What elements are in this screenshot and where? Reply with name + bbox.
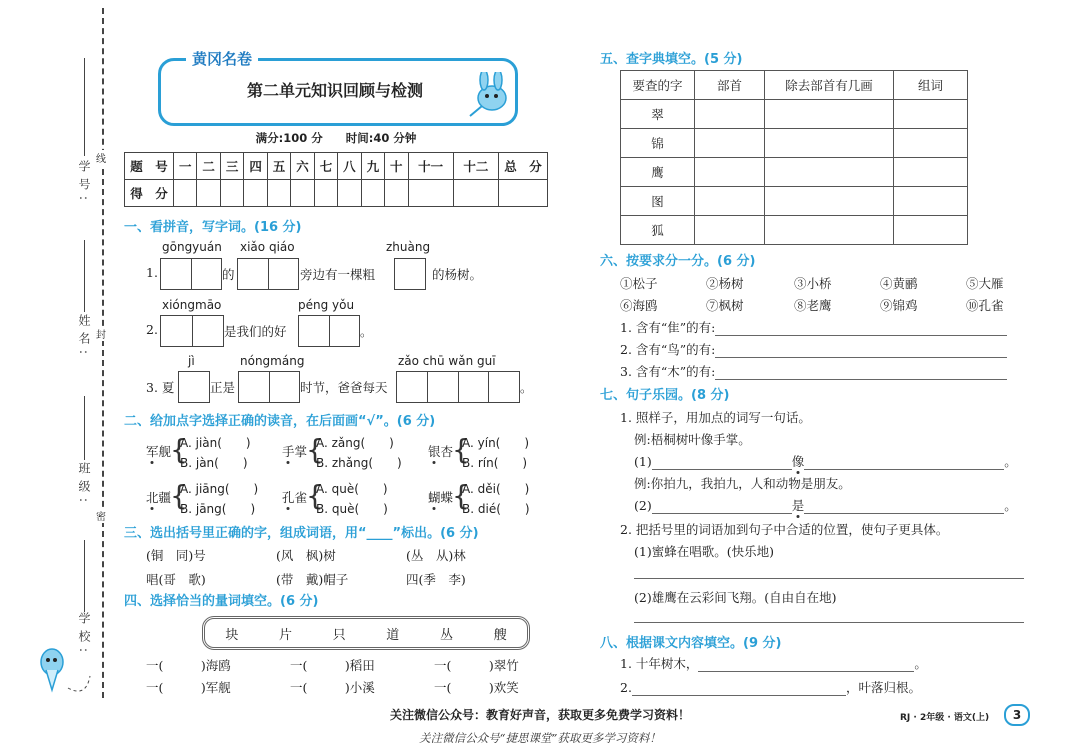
section-1-title: 一、看拼音，写字词。(16 分) xyxy=(124,220,302,235)
dictionary-answer-cell[interactable] xyxy=(764,100,893,129)
measure-word-box xyxy=(202,616,530,650)
answer-grid[interactable] xyxy=(396,371,520,403)
dictionary-answer-cell[interactable] xyxy=(764,216,893,245)
dotted-word: 像 xyxy=(791,454,805,469)
dictionary-answer-cell[interactable] xyxy=(764,158,893,187)
class-line xyxy=(84,396,85,460)
dictionary-char: 锦 xyxy=(621,129,695,158)
section-4-title: 四、选择恰当的量词填空。(6 分) xyxy=(124,594,319,609)
section-6-title: 六、按要求分一分。(6 分) xyxy=(600,254,756,269)
dictionary-answer-cell[interactable] xyxy=(694,187,764,216)
brace-icon: { xyxy=(170,433,188,466)
class-label: 班级: xyxy=(77,462,91,509)
section-8-title: 八、根据课文内容填空。(9 分) xyxy=(600,636,782,651)
seal-xian: 线 xyxy=(96,150,106,165)
dictionary-answer-cell[interactable] xyxy=(764,129,893,158)
pinyin: xiǎo qiáo xyxy=(240,240,295,254)
sentence-answer xyxy=(634,496,1017,514)
number-line xyxy=(84,58,85,156)
dotted-char: 蝴 xyxy=(428,490,441,505)
dictionary-answer-cell[interactable] xyxy=(694,100,764,129)
answer-line[interactable] xyxy=(652,499,792,514)
answer-grid[interactable] xyxy=(394,258,426,290)
measure-word: 片 xyxy=(278,627,292,643)
question-text: (1)蜜蜂在唱歌。(快乐地) xyxy=(634,544,774,559)
dictionary-row xyxy=(621,158,968,187)
dotted-word: 是 xyxy=(791,498,805,513)
word-choice-item[interactable]: 四(季 李) xyxy=(406,572,466,587)
pencil-mascot-icon xyxy=(38,640,98,698)
measure-fill-item[interactable]: 一( )稻田 xyxy=(290,658,375,673)
brace-icon: { xyxy=(170,479,188,512)
word-char: 雀 xyxy=(294,490,308,505)
measure-word: 艘 xyxy=(493,627,507,643)
dictionary-header-cell: 要查的字 xyxy=(621,71,695,100)
option-a[interactable]: A. jiāng( ) xyxy=(180,482,259,496)
question-text: 的杨树。 xyxy=(432,267,483,282)
dictionary-answer-cell[interactable] xyxy=(694,129,764,158)
question-text: 旁边有一棵粗 xyxy=(300,267,376,282)
score-cell[interactable] xyxy=(267,180,290,207)
dictionary-header-row xyxy=(621,71,968,100)
score-header-cell: 五 xyxy=(267,153,290,180)
option-b[interactable]: B. què( ) xyxy=(316,502,388,516)
school-label: 学校: xyxy=(77,612,91,659)
score-row xyxy=(125,180,548,207)
classify-label: 1. 含有“隹”的有: xyxy=(620,320,716,335)
answer-line[interactable] xyxy=(634,578,1024,579)
pinyin: zǎo chū wǎn guī xyxy=(398,354,496,368)
measure-fill-item[interactable]: 一( )小溪 xyxy=(290,680,375,695)
question-text: 。 xyxy=(360,324,373,339)
measure-fill-item[interactable]: 一( )海鸥 xyxy=(146,658,231,673)
word-char: 杏 xyxy=(440,444,454,459)
classify-item: ④黄鹂 xyxy=(880,276,918,291)
word-char: 掌 xyxy=(294,444,308,459)
fill-question xyxy=(620,654,927,672)
classify-label: 3. 含有“木”的有: xyxy=(620,364,716,379)
dotted-char: 银 xyxy=(428,444,441,459)
dotted-char: 军 xyxy=(146,444,159,459)
measure-word: 只 xyxy=(332,627,346,643)
section-3-title: 三、选出括号里正确的字，组成词语，用“____”标出。(6 分) xyxy=(124,526,479,541)
dictionary-char: 图 xyxy=(621,187,695,216)
question-text: 2. xyxy=(620,680,632,695)
score-header-cell: 十 xyxy=(385,153,408,180)
classify-question xyxy=(620,362,1007,380)
dictionary-row xyxy=(621,216,968,245)
question-text: 1. 十年树木， xyxy=(620,656,699,671)
classify-item: ⑥海鸥 xyxy=(620,298,658,313)
brace-icon: { xyxy=(306,433,324,466)
option-b[interactable]: B. rín( ) xyxy=(462,456,528,470)
page-number: 3 xyxy=(1004,704,1030,726)
word-char: 疆 xyxy=(158,490,172,505)
score-header-cell: 七 xyxy=(314,153,337,180)
footer-notice: 关注微信公众号：教育好声音，获取更多免费学习资料！ xyxy=(389,708,690,722)
seal-mi: 密 xyxy=(96,508,106,523)
question-text: 。 xyxy=(520,380,533,395)
q-number: 3. 夏 xyxy=(146,380,175,395)
option-b[interactable]: B. zhǎng( ) xyxy=(316,456,402,470)
score-cell[interactable] xyxy=(499,180,548,207)
word-choice-item[interactable]: (丛 从)林 xyxy=(406,548,466,563)
dictionary-answer-cell[interactable] xyxy=(894,158,968,187)
answer-line[interactable] xyxy=(632,681,846,696)
answer-grid[interactable] xyxy=(160,258,222,290)
footer-watermark: 关注微信公众号“捷思课堂”获取更多学习资料！ xyxy=(419,731,661,745)
brace-icon: { xyxy=(452,479,470,512)
score-cell[interactable] xyxy=(174,180,197,207)
score-header-cell: 十一 xyxy=(408,153,453,180)
score-cell[interactable] xyxy=(338,180,361,207)
option-a[interactable]: A. jiàn( ) xyxy=(180,436,251,450)
section-7-title: 七、句子乐园。(8 分) xyxy=(600,388,730,403)
score-header-cell: 三 xyxy=(220,153,243,180)
reading-choice xyxy=(146,478,276,518)
score-header-row xyxy=(125,153,548,180)
option-a[interactable]: A. zǎng( ) xyxy=(316,436,394,450)
dictionary-char: 翠 xyxy=(621,100,695,129)
pinyin: nóngmáng xyxy=(240,354,305,368)
classify-item: ③小桥 xyxy=(794,276,832,291)
score-header-cell: 六 xyxy=(291,153,314,180)
dictionary-header-cell: 部首 xyxy=(694,71,764,100)
answer-line[interactable] xyxy=(715,343,1007,358)
pinyin: jì xyxy=(188,354,195,368)
answer-number: (1) xyxy=(634,454,652,469)
choice-word xyxy=(428,442,453,460)
footer-info: RJ · 2年级 · 语文(上) xyxy=(900,713,990,723)
dotted-char: 孔 xyxy=(282,490,295,505)
seal-feng: 封 xyxy=(96,326,106,341)
dictionary-answer-cell[interactable] xyxy=(894,187,968,216)
classify-item: ②杨树 xyxy=(706,276,744,291)
answer-line[interactable] xyxy=(698,657,914,672)
sentence-answer xyxy=(634,452,1017,470)
pinyin: xióngmāo xyxy=(162,298,222,312)
score-header-cell: 八 xyxy=(338,153,361,180)
word-char: 舰 xyxy=(158,444,172,459)
dictionary-row xyxy=(621,187,968,216)
dictionary-answer-cell[interactable] xyxy=(894,129,968,158)
period-text: 。 xyxy=(1004,498,1017,513)
period-text: 。 xyxy=(914,656,927,671)
answer-grid[interactable] xyxy=(298,315,360,347)
option-a[interactable]: A. què( ) xyxy=(316,482,388,496)
q-number: 2. xyxy=(146,322,158,337)
measure-word: 道 xyxy=(386,627,400,643)
cut-dashed-line xyxy=(102,8,104,698)
brace-icon: { xyxy=(306,479,324,512)
classify-item: ⑨锦鸡 xyxy=(880,298,918,313)
score-cell[interactable] xyxy=(220,180,243,207)
pinyin: péng yǒu xyxy=(298,298,355,312)
word-char: 蝶 xyxy=(440,490,454,505)
dotted-char: 北 xyxy=(146,490,159,505)
dictionary-answer-cell[interactable] xyxy=(694,216,764,245)
name-label: 姓名: xyxy=(77,314,91,361)
answer-grid[interactable] xyxy=(237,258,299,290)
dictionary-row xyxy=(621,129,968,158)
classify-item: ⑧老鹰 xyxy=(794,298,832,313)
classify-label: 2. 含有“鸟”的有: xyxy=(620,342,716,357)
page-title: 第二单元知识回顾与检测 xyxy=(246,81,423,100)
choice-word xyxy=(282,442,307,460)
answer-grid[interactable] xyxy=(238,371,300,403)
classify-question xyxy=(620,340,1007,358)
reading-choice xyxy=(428,432,558,472)
dictionary-answer-cell[interactable] xyxy=(894,216,968,245)
question-text: 的 xyxy=(222,267,235,282)
measure-fill-item[interactable]: 一( )欢笑 xyxy=(434,680,519,695)
score-cell[interactable] xyxy=(453,180,498,207)
rabbit-mascot-icon xyxy=(462,72,514,120)
answer-grid[interactable] xyxy=(160,315,224,347)
answer-line[interactable] xyxy=(652,455,792,470)
brand-text: 黄冈名卷 xyxy=(192,50,253,68)
choice-word xyxy=(146,442,171,460)
section-5-title: 五、查字典填空。(5 分) xyxy=(600,52,743,67)
classify-item: ⑦枫树 xyxy=(706,298,744,313)
answer-line[interactable] xyxy=(715,365,1007,380)
score-header-cell: 九 xyxy=(361,153,384,180)
school-line xyxy=(84,540,85,612)
score-cell[interactable] xyxy=(244,180,267,207)
score-cell[interactable] xyxy=(314,180,337,207)
option-b[interactable]: B. jàn( ) xyxy=(180,456,248,470)
dictionary-char: 鹰 xyxy=(621,158,695,187)
section-2-title: 二、给加点字选择正确的读音，在后面画“√”。(6 分) xyxy=(124,414,436,429)
dictionary-answer-cell[interactable] xyxy=(764,187,893,216)
score-header-cell: 一 xyxy=(174,153,197,180)
example-text: 例:梧桐树叶像手掌。 xyxy=(634,432,751,447)
measure-word: 块 xyxy=(225,627,239,643)
choice-word xyxy=(282,488,307,506)
reading-choice xyxy=(428,478,558,518)
score-header-cell: 题 号 xyxy=(125,153,174,180)
option-b[interactable]: B. jāng( ) xyxy=(180,502,256,516)
score-row-label: 得 分 xyxy=(125,180,174,207)
dictionary-answer-cell[interactable] xyxy=(694,158,764,187)
classify-question xyxy=(620,318,1007,336)
score-cell[interactable] xyxy=(197,180,220,207)
pinyin: zhuàng xyxy=(386,240,431,254)
number-label: 学号: xyxy=(77,160,91,207)
answer-line[interactable] xyxy=(804,499,1004,514)
question-text: 时节，爸爸每天 xyxy=(300,380,388,395)
score-cell[interactable] xyxy=(385,180,408,207)
score-header-cell: 四 xyxy=(244,153,267,180)
option-a[interactable]: A. yín( ) xyxy=(462,436,530,450)
answer-number: (2) xyxy=(634,498,652,513)
q-number: 1. xyxy=(146,265,158,280)
measure-word: 丛 xyxy=(439,627,453,643)
question-text: 2. 把括号里的词语加到句子中合适的位置，使句子更具体。 xyxy=(620,522,949,537)
fill-question xyxy=(620,678,921,696)
option-b[interactable]: B. dié( ) xyxy=(462,502,530,516)
answer-line[interactable] xyxy=(715,321,1007,336)
classify-item: ①松子 xyxy=(620,276,658,291)
measure-fill-item[interactable]: 一( )军舰 xyxy=(146,680,231,695)
score-header-cell: 十二 xyxy=(453,153,498,180)
brace-icon: { xyxy=(452,433,470,466)
word-choice-item[interactable]: (风 枫)树 xyxy=(276,548,336,563)
word-choice-item[interactable]: (铜 同)号 xyxy=(146,548,206,563)
score-table xyxy=(124,152,548,207)
measure-fill-item[interactable]: 一( )翠竹 xyxy=(434,658,519,673)
score-header-cell: 二 xyxy=(197,153,220,180)
reading-choice xyxy=(146,432,276,472)
dictionary-header-cell: 除去部首有几画 xyxy=(764,71,893,100)
question-text: 1. 照样子，用加点的词写一句话。 xyxy=(620,410,811,425)
reading-choice xyxy=(282,432,412,472)
word-choice-item[interactable]: (带 戴)帽子 xyxy=(276,572,349,587)
brand-logo xyxy=(186,48,258,69)
answer-line[interactable] xyxy=(634,622,1024,623)
question-text: 正是 xyxy=(210,380,236,395)
choice-word xyxy=(146,488,171,506)
answer-grid[interactable] xyxy=(178,371,210,403)
dictionary-header-cell: 组词 xyxy=(894,71,968,100)
classify-item: ⑤大雁 xyxy=(966,276,1004,291)
choice-word xyxy=(428,488,453,506)
score-cell[interactable] xyxy=(291,180,314,207)
option-a[interactable]: A. děi( ) xyxy=(462,482,530,496)
dictionary-row xyxy=(621,100,968,129)
period-text: 。 xyxy=(1004,454,1017,469)
exam-meta: 满分:100 分 时间:40 分钟 xyxy=(255,131,417,145)
answer-line[interactable] xyxy=(804,455,1004,470)
example-text: 例:你拍九，我拍九，人和动物是朋友。 xyxy=(634,476,851,491)
question-text: (2)雄鹰在云彩间飞翔。(自由自在地) xyxy=(634,590,837,605)
question-text: 是我们的好 xyxy=(224,324,287,339)
pinyin: gōngyuán xyxy=(162,240,222,254)
question-text: ，叶落归根。 xyxy=(845,680,921,695)
reading-choice xyxy=(282,478,412,518)
classify-item: ⑩孔雀 xyxy=(966,298,1004,313)
name-line xyxy=(84,240,85,312)
score-cell[interactable] xyxy=(408,180,453,207)
dotted-char: 手 xyxy=(282,444,295,459)
dictionary-char: 狐 xyxy=(621,216,695,245)
score-cell[interactable] xyxy=(361,180,384,207)
score-header-cell: 总 分 xyxy=(499,153,548,180)
dictionary-table xyxy=(620,70,968,245)
dictionary-answer-cell[interactable] xyxy=(894,100,968,129)
word-choice-item[interactable]: 唱(哥 歌) xyxy=(146,572,206,587)
